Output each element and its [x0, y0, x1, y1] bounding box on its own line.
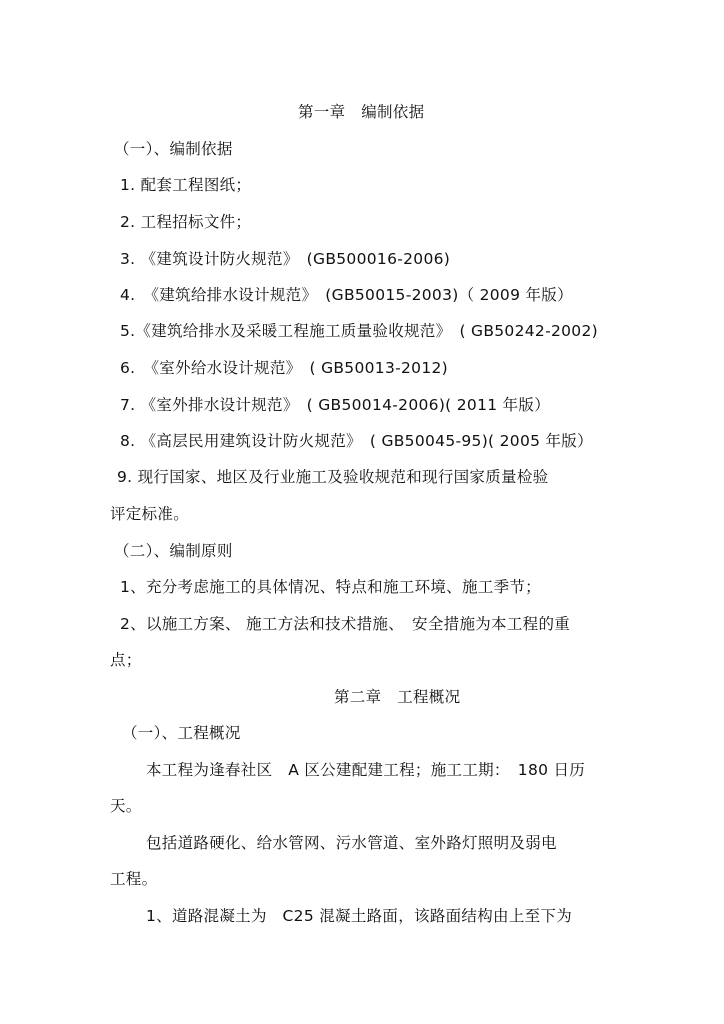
- list-item: 1. 配套工程图纸；: [120, 176, 252, 194]
- chapter-1-title: 第一章 编制依据: [298, 103, 425, 121]
- list-item: 9. 现行国家、地区及行业施工及验收规范和现行国家质量检验: [117, 468, 549, 486]
- list-item: 5.《建筑给排水及采暖工程施工质量验收规范》 ( GB50242-2002): [120, 322, 598, 340]
- section-heading: （一）、工程概况: [122, 724, 241, 742]
- paragraph-line: 评定标准。: [110, 505, 190, 523]
- list-item: 8. 《高层民用建筑设计防火规范》 ( GB50045-95)( 2005 年版）: [120, 432, 593, 450]
- paragraph-line: 工程。: [110, 870, 158, 888]
- section-heading: （一）、编制依据: [114, 140, 233, 158]
- paragraph-line: 点；: [110, 651, 142, 669]
- list-item: 4. 《建筑给排水设计规范》 (GB50015-2003)（ 2009 年版）: [120, 286, 573, 304]
- section-heading: （二）、编制原则: [114, 542, 233, 560]
- list-item: 2. 工程招标文件；: [120, 213, 252, 231]
- list-item: 1、充分考虑施工的具体情况、特点和施工环境、施工季节；: [120, 578, 541, 596]
- paragraph-line: 包括道路硬化、给水管网、污水管道、室外路灯照明及弱电: [146, 834, 557, 852]
- paragraph-line: 天。: [110, 797, 142, 815]
- paragraph-line: 1、道路混凝土为 C25 混凝土路面，该路面结构由上至下为: [146, 907, 573, 925]
- list-item: 7. 《室外排水设计规范》 ( GB50014-2006)( 2011 年版）: [120, 396, 551, 414]
- paragraph-line: 本工程为逢春社区 A 区公建配建工程；施工工期： 180 日历: [146, 761, 586, 779]
- chapter-2-title: 第二章 工程概况: [334, 688, 461, 706]
- list-item: 3. 《建筑设计防火规范》 (GB500016-2006): [120, 250, 451, 268]
- list-item: 6. 《室外给水设计规范》 ( GB50013-2012): [120, 359, 449, 377]
- list-item: 2、以施工方案、 施工方法和技术措施、 安全措施为本工程的重: [120, 615, 571, 633]
